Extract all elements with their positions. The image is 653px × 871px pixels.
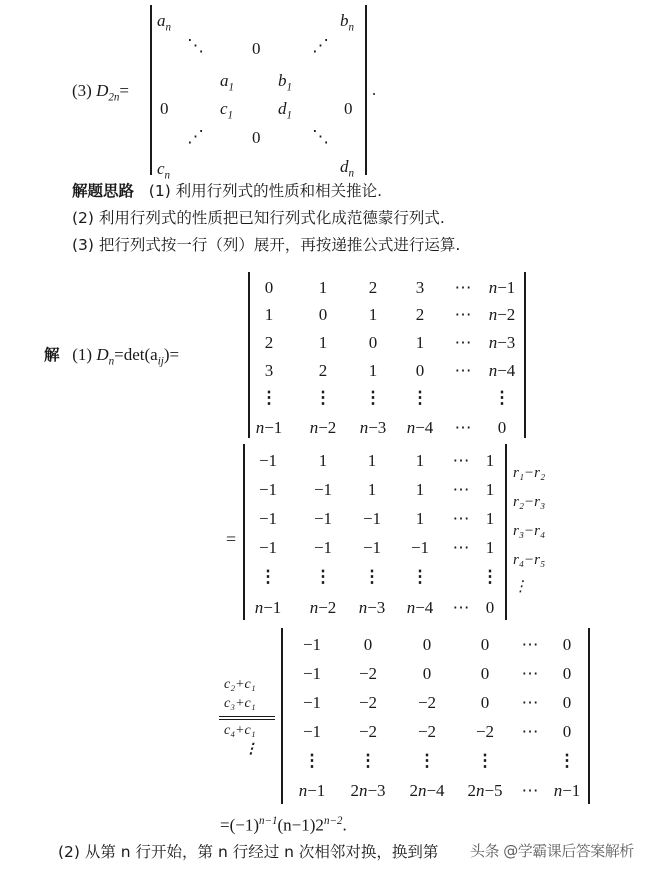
equals-sign: =: [119, 81, 129, 100]
matrix-cell: 2: [368, 278, 378, 297]
watermark: 头条 @学霸课后答案解析: [470, 842, 634, 860]
matrix-cell: 2n−5: [467, 781, 503, 800]
matrix-cell: 2: [264, 333, 274, 352]
column-operation-label: ⋮: [244, 742, 258, 757]
matrix-cell: 0: [497, 418, 507, 437]
matrix-cell: ⋯: [454, 418, 472, 437]
cell-c1: $c_1$: [220, 99, 234, 122]
matrix-cell: −1: [313, 509, 333, 528]
matrix-cell: 0: [415, 361, 425, 380]
matrix-cell: n−1: [254, 598, 282, 617]
matrix-cell: ⋮: [364, 388, 382, 407]
matrix-cell: ⋯: [521, 781, 539, 800]
matrix-cell: ⋯: [452, 598, 470, 617]
matrix-cell: −1: [410, 538, 430, 557]
hint-line-2: (2) 利用行列式的性质把已知行列式化成范德蒙行列式.: [72, 209, 445, 227]
hint-line-1: [72, 184, 382, 200]
matrix-cell: −2: [417, 722, 437, 741]
result-end: .: [342, 815, 347, 835]
matrix-cell: −1: [258, 538, 278, 557]
matrix-cell: ⋯: [452, 480, 470, 499]
part1-label: (1): [72, 345, 93, 364]
matrix-cell: 1: [368, 305, 378, 324]
ij-subscript: ij: [157, 355, 164, 368]
matrix-cell: ⋮: [418, 751, 436, 770]
matrix-cell: ⋯: [454, 278, 472, 297]
matrix-cell: 2n−4: [409, 781, 445, 800]
cell-d1: $d_1$: [278, 99, 293, 122]
matrix-cell: 1: [415, 333, 425, 352]
ddots-top-left: ⋱: [187, 36, 204, 55]
det-right-bar: [365, 5, 367, 175]
matrix1-left-bar: [248, 272, 250, 438]
matrix-cell: n−2: [309, 598, 337, 617]
matrix-cell: ⋯: [521, 635, 539, 654]
hints-title: 解题思路: [72, 182, 135, 200]
matrix-cell: n−3: [359, 418, 387, 437]
matrix-cell: 2n−3: [350, 781, 386, 800]
cell-zero-right: 0: [344, 99, 353, 118]
matrix-cell: −1: [302, 722, 322, 741]
matrix-cell: 0: [480, 693, 490, 712]
matrix-cell: n−1: [553, 781, 581, 800]
matrix-cell: 0: [318, 305, 328, 324]
hint-line-3: (3) 把行列式按一行（列）展开，再按递推公式进行运算.: [72, 236, 461, 254]
matrix-cell: 1: [485, 480, 495, 499]
matrix-cell: ⋮: [493, 388, 511, 407]
solution-part2-text: (2) 从第 n 行开始，第 n 行经过 n 次相邻对换，换到第: [58, 843, 439, 861]
matrix-cell: 1: [318, 278, 328, 297]
matrix3-left-bar: [281, 628, 283, 804]
matrix-cell: ⋮: [259, 567, 277, 586]
result-middle: (n−1)2: [277, 815, 324, 835]
double-line-bottom: [219, 719, 275, 720]
matrix-cell: −1: [258, 451, 278, 470]
row-operation-label: r₁−r₂: [513, 465, 546, 481]
column-operation-label: c₄+c₁: [224, 723, 256, 738]
matrix-cell: 1: [485, 538, 495, 557]
matrix-cell: ⋯: [452, 451, 470, 470]
dn-subscript: n: [108, 355, 115, 368]
matrix-cell: −1: [258, 509, 278, 528]
cell-dn: $d_n$: [340, 157, 355, 180]
matrix-cell: 2: [318, 361, 328, 380]
matrix-cell: −2: [417, 693, 437, 712]
cell-zero-top: 0: [252, 39, 261, 58]
result-prefix: =(−1): [220, 815, 259, 835]
matrix-cell: 0: [264, 278, 274, 297]
matrix-cell: 1: [367, 451, 377, 470]
matrix-cell: −2: [475, 722, 495, 741]
det-expr: =det(a: [114, 345, 158, 364]
matrix-cell: ⋮: [303, 751, 321, 770]
matrix-cell: ⋮: [411, 388, 429, 407]
matrix-cell: 1: [368, 361, 378, 380]
matrix-cell: n−4: [406, 598, 434, 617]
matrix-cell: n−4: [488, 361, 516, 380]
dn-symbol: D: [96, 345, 109, 364]
solution-label-line: [44, 346, 179, 367]
matrix-cell: 3: [415, 278, 425, 297]
matrix-cell: 1: [318, 451, 328, 470]
matrix-cell: ⋮: [558, 751, 576, 770]
matrix-cell: 0: [480, 635, 490, 654]
matrix-cell: 0: [422, 664, 432, 683]
matrix-cell: 0: [363, 635, 373, 654]
matrix-cell: 0: [368, 333, 378, 352]
matrix-cell: −1: [302, 664, 322, 683]
matrix3-right-bar: [588, 628, 590, 804]
hint-1-text: (1) 利用行列式的性质和相关推论.: [148, 182, 383, 200]
ddots-bottom-right: ⋱: [312, 127, 329, 146]
matrix-cell: n−3: [358, 598, 386, 617]
matrix-cell: 1: [367, 480, 377, 499]
matrix-cell: 0: [562, 635, 572, 654]
matrix-cell: ⋯: [452, 538, 470, 557]
row-operation-label: r₃−r₄: [513, 523, 546, 539]
problem-3-label: [72, 82, 129, 103]
matrix-cell: n−2: [488, 305, 516, 324]
matrix-cell: −1: [362, 538, 382, 557]
cell-zero-left: 0: [160, 99, 169, 118]
matrix-cell: −1: [302, 693, 322, 712]
result-exponent-2: n−2: [323, 815, 343, 827]
matrix2-left-bar: [243, 444, 245, 620]
matrix-cell: 0: [562, 693, 572, 712]
d2n-subscript: 2n: [108, 91, 120, 104]
matrix-cell: ⋯: [454, 361, 472, 380]
matrix-cell: ⋮: [481, 567, 499, 586]
matrix-cell: −2: [358, 722, 378, 741]
matrix-cell: 0: [562, 722, 572, 741]
row-operation-label: ⋮: [513, 579, 528, 595]
final-result: [220, 816, 347, 834]
matrix2-right-bar: [505, 444, 507, 620]
matrix-cell: ⋯: [454, 333, 472, 352]
adots-top-right: ⋰: [312, 36, 329, 55]
matrix-cell: ⋯: [521, 722, 539, 741]
matrix-cell: −1: [362, 509, 382, 528]
matrix-cell: ⋮: [314, 388, 332, 407]
equals-sign-2: =: [226, 529, 237, 549]
matrix-cell: ⋯: [454, 305, 472, 324]
matrix-cell: ⋯: [521, 693, 539, 712]
cell-an: $a_n$: [157, 11, 172, 34]
cell-bn: $b_n$: [340, 11, 355, 34]
cell-zero-bottom: 0: [252, 128, 261, 147]
column-operation-label: c₃+c₁: [224, 696, 256, 711]
matrix-cell: −2: [358, 664, 378, 683]
matrix-cell: ⋯: [452, 509, 470, 528]
adots-bottom-left: ⋰: [187, 127, 204, 146]
cell-cn: $c_n$: [157, 159, 171, 182]
matrix-cell: −1: [302, 635, 322, 654]
matrix-cell: ⋮: [476, 751, 494, 770]
matrix-cell: 0: [485, 598, 495, 617]
matrix-cell: n−1: [488, 278, 516, 297]
matrix-cell: 1: [318, 333, 328, 352]
matrix-cell: 1: [415, 451, 425, 470]
matrix-cell: 0: [562, 664, 572, 683]
double-line-top: [219, 716, 275, 717]
matrix1-right-bar: [524, 272, 526, 438]
row-operation-label: r₂−r₃: [513, 494, 546, 510]
matrix-cell: ⋮: [359, 751, 377, 770]
matrix-cell: n−2: [309, 418, 337, 437]
det-left-bar: [150, 5, 152, 175]
matrix-cell: 1: [485, 451, 495, 470]
cell-b1: $b_1$: [278, 71, 293, 94]
matrix-cell: n−1: [255, 418, 283, 437]
matrix-cell: ⋮: [314, 567, 332, 586]
matrix-cell: 2: [415, 305, 425, 324]
cell-a1: $a_1$: [220, 71, 235, 94]
row-operation-label: r₄−r₅: [513, 552, 546, 568]
matrix-cell: 3: [264, 361, 274, 380]
matrix-cell: −1: [258, 480, 278, 499]
matrix-cell: −2: [358, 693, 378, 712]
matrix-cell: ⋯: [521, 664, 539, 683]
matrix-cell: 1: [415, 480, 425, 499]
matrix-cell: ⋮: [411, 567, 429, 586]
matrix-cell: ⋮: [260, 388, 278, 407]
matrix-cell: n−4: [406, 418, 434, 437]
matrix-cell: n−1: [298, 781, 326, 800]
det-expr-end: )=: [163, 345, 180, 364]
solution-label: 解: [44, 346, 60, 364]
label-number: (3): [72, 81, 92, 100]
matrix-cell: 0: [480, 664, 490, 683]
matrix-cell: ⋮: [363, 567, 381, 586]
matrix-cell: −1: [313, 480, 333, 499]
column-operation-label: c₂+c₁: [224, 677, 256, 692]
matrix-cell: 0: [422, 635, 432, 654]
d2n-symbol: D: [96, 81, 109, 100]
matrix-cell: 1: [485, 509, 495, 528]
matrix-cell: −1: [313, 538, 333, 557]
end-period: .: [372, 80, 377, 99]
matrix-cell: n−3: [488, 333, 516, 352]
matrix-cell: 1: [264, 305, 274, 324]
result-exponent-1: n−1: [259, 815, 278, 827]
matrix-cell: 1: [415, 509, 425, 528]
